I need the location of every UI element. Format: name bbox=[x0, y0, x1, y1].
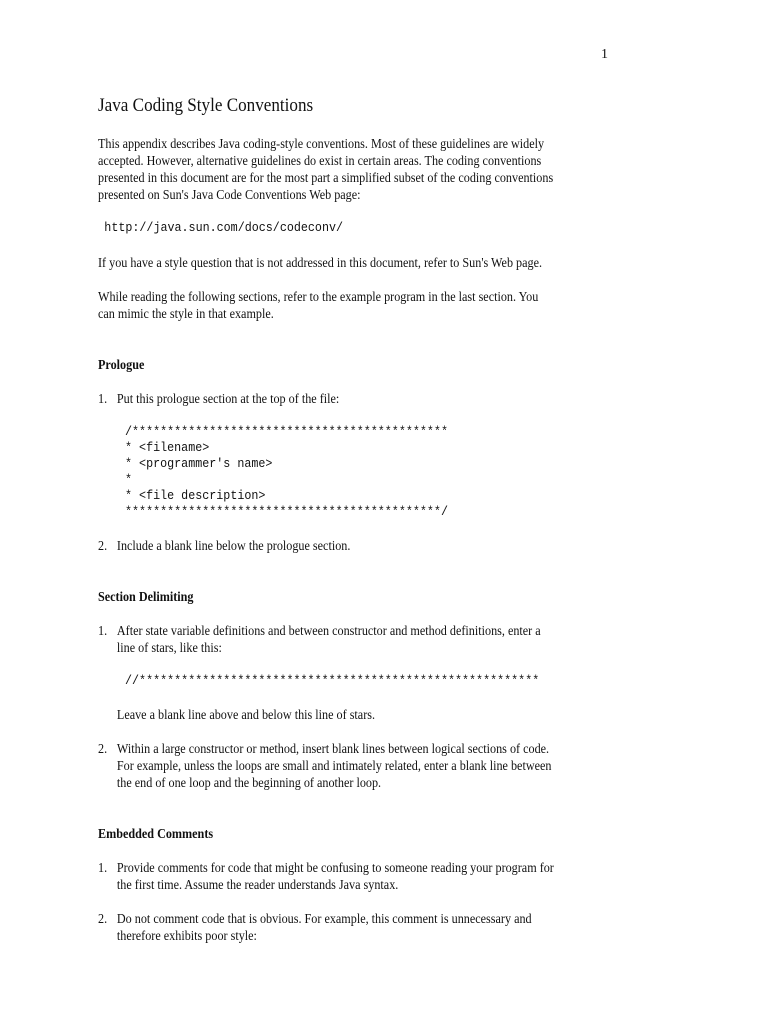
item-text: Include a blank line below the prologue section. bbox=[116, 538, 351, 553]
item-text: Within a large constructor or method, insert blank lines between logical sections of code. For example, unless the loops are small and intimately related, enter a blank line between the end of one loop and the beginning of another loop. bbox=[116, 741, 552, 790]
prologue-code-block: /********************************************* * <filename> * <programmer's name> * * <file description> *********************************************/ bbox=[125, 424, 448, 519]
document-body bbox=[98, 94, 557, 961]
item-number: 2. bbox=[98, 538, 108, 553]
section-embedded-comments bbox=[98, 825, 557, 944]
list-item bbox=[98, 622, 557, 723]
section-heading: Embedded Comments bbox=[98, 826, 214, 841]
item-number: 1. bbox=[98, 860, 108, 875]
item-note: Leave a blank line above and below this line of stars. bbox=[116, 707, 376, 722]
item-number: 1. bbox=[98, 391, 108, 406]
item-text: Provide comments for code that might be confusing to someone reading your program for the first time. Assume the reader understands Java syntax. bbox=[116, 860, 554, 892]
item-number: 2. bbox=[98, 911, 108, 926]
list-item bbox=[98, 740, 557, 791]
list-item bbox=[98, 859, 557, 893]
document-title: Java Coding Style Conventions bbox=[98, 95, 314, 116]
item-number: 1. bbox=[98, 623, 108, 638]
page-number: 1 bbox=[601, 47, 608, 62]
star-line-code: //********************************************************* bbox=[125, 673, 540, 688]
section-delimiting bbox=[98, 588, 557, 791]
section-prologue bbox=[98, 356, 557, 554]
intro-paragraph: This appendix describes Java coding-style conventions. Most of these guidelines are widely accepted. However, alternative guidelines do exist in certain areas. The coding conventions presented in this document are for the most part a simplified subset of the coding conventions presented on Sun's Java Code Conventions Web page: bbox=[98, 136, 554, 202]
list-item bbox=[98, 910, 557, 944]
section-heading: Section Delimiting bbox=[98, 589, 194, 604]
style-question-paragraph: If you have a style question that is not addressed in this document, refer to Sun's Web page. bbox=[98, 255, 543, 270]
list-item bbox=[98, 537, 557, 554]
list-item bbox=[98, 390, 557, 520]
item-text: After state variable definitions and between constructor and method definitions, enter a line of stars, like this: bbox=[116, 623, 541, 655]
conventions-url: http://java.sun.com/docs/codeconv/ bbox=[104, 220, 344, 235]
item-text: Do not comment code that is obvious. For example, this comment is unnecessary and therefore exhibits poor style: bbox=[116, 911, 532, 943]
item-text: Put this prologue section at the top of the file: bbox=[116, 391, 340, 406]
item-number: 2. bbox=[98, 741, 108, 756]
section-heading: Prologue bbox=[98, 357, 145, 372]
example-reference-paragraph: While reading the following sections, refer to the example program in the last section. You can mimic the style in that example. bbox=[98, 289, 539, 321]
